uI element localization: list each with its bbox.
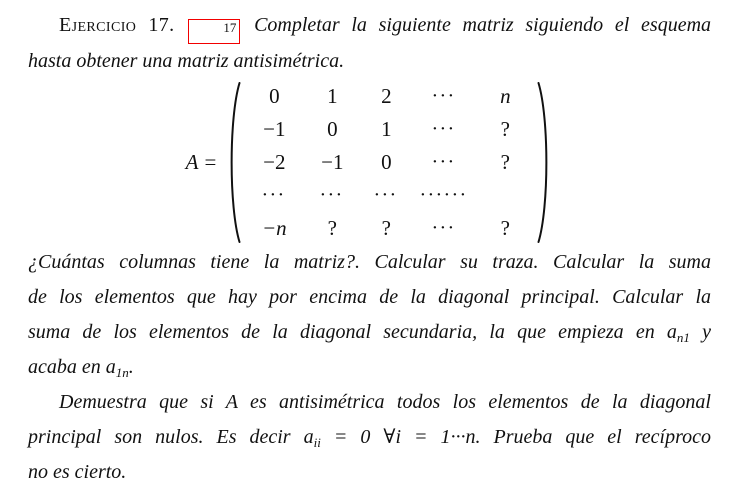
matrix-cell: ······ (420, 186, 469, 203)
matrix-cell: 1 (327, 83, 338, 108)
matrix-cell: ··· (374, 186, 399, 203)
subscript-n1: n1 (676, 330, 690, 345)
matrix-grid (242, 80, 536, 245)
matrix-cell: ··· (432, 120, 457, 137)
intro-paragraph (28, 8, 711, 79)
right-parenthesis (536, 80, 553, 245)
body-line (28, 455, 711, 479)
matrix-cell: ··· (432, 219, 457, 236)
body-text-run: . (128, 356, 134, 378)
body-line (28, 280, 711, 315)
matrix-equation (28, 79, 711, 245)
matrix-cell: 0 (327, 116, 338, 141)
equation-lhs (186, 150, 217, 175)
matrix-cell: ? (500, 116, 510, 141)
matrix-cell: ··· (432, 153, 457, 170)
body-text-run: Demuestra que si A es antisimétrica todos los elementos de la diagonal (59, 391, 711, 413)
matrix-cell: −n (261, 215, 287, 240)
body-text-run: = 0 ∀i = 1···n. Prueba que el recíproco (320, 426, 712, 448)
matrix-cell: −2 (263, 149, 286, 174)
subscript-ii: ii (313, 435, 321, 450)
equals-sign: = (204, 149, 217, 174)
body-line (28, 385, 711, 420)
intro-text: Completar la siguiente matriz siguiendo el esquema (254, 14, 712, 36)
body-text-run: acaba en a (28, 356, 116, 378)
intro-line-1 (28, 8, 711, 44)
matrix-cell: ··· (320, 186, 345, 203)
body-line (28, 315, 711, 350)
body-text-run: principal son nulos. Es decir a (28, 426, 314, 448)
matrix-name: A (185, 149, 199, 174)
body-line (28, 245, 711, 280)
questions-paragraph (28, 245, 711, 385)
matrix-cell: ? (381, 215, 391, 240)
matrix-cell: −1 (263, 116, 286, 141)
matrix-cell: n (500, 83, 511, 108)
matrix-cell: ? (500, 149, 510, 174)
body-text-run: y (689, 321, 711, 343)
matrix-cell: 0 (381, 149, 392, 174)
exercise-heading: Ejercicio 17. (59, 14, 175, 36)
body-line (28, 420, 711, 455)
body-text-run: no es cierto. (28, 461, 127, 479)
matrix-cell: 0 (269, 83, 280, 108)
matrix-cell: ··· (262, 186, 287, 203)
left-parenthesis (225, 80, 242, 245)
body-text-run: de los elementos que hay por encima de la diagonal principal. Calcular la (28, 286, 711, 308)
matrix-cell: −1 (321, 149, 344, 174)
matrix-cell: ? (327, 215, 337, 240)
body-line (28, 350, 711, 385)
intro-text-2: hasta obtener una matriz antisimétrica. (28, 50, 345, 72)
matrix-cell: 2 (381, 83, 392, 108)
matrix-cell: 1 (381, 116, 392, 141)
proof-paragraph (28, 385, 711, 479)
intro-line-2 (28, 44, 711, 79)
subscript-1n: 1n (115, 365, 129, 380)
body-text-run: suma de los elementos de la diagonal secundaria, la que empieza en a (28, 321, 677, 343)
footnote-link[interactable]: 17 (188, 19, 240, 44)
matrix-cell: ··· (432, 87, 457, 104)
body-text-run: ¿Cuántas columnas tiene la matriz?. Calcular su traza. Calcular la suma (28, 251, 711, 273)
matrix-cell: ? (500, 215, 510, 240)
